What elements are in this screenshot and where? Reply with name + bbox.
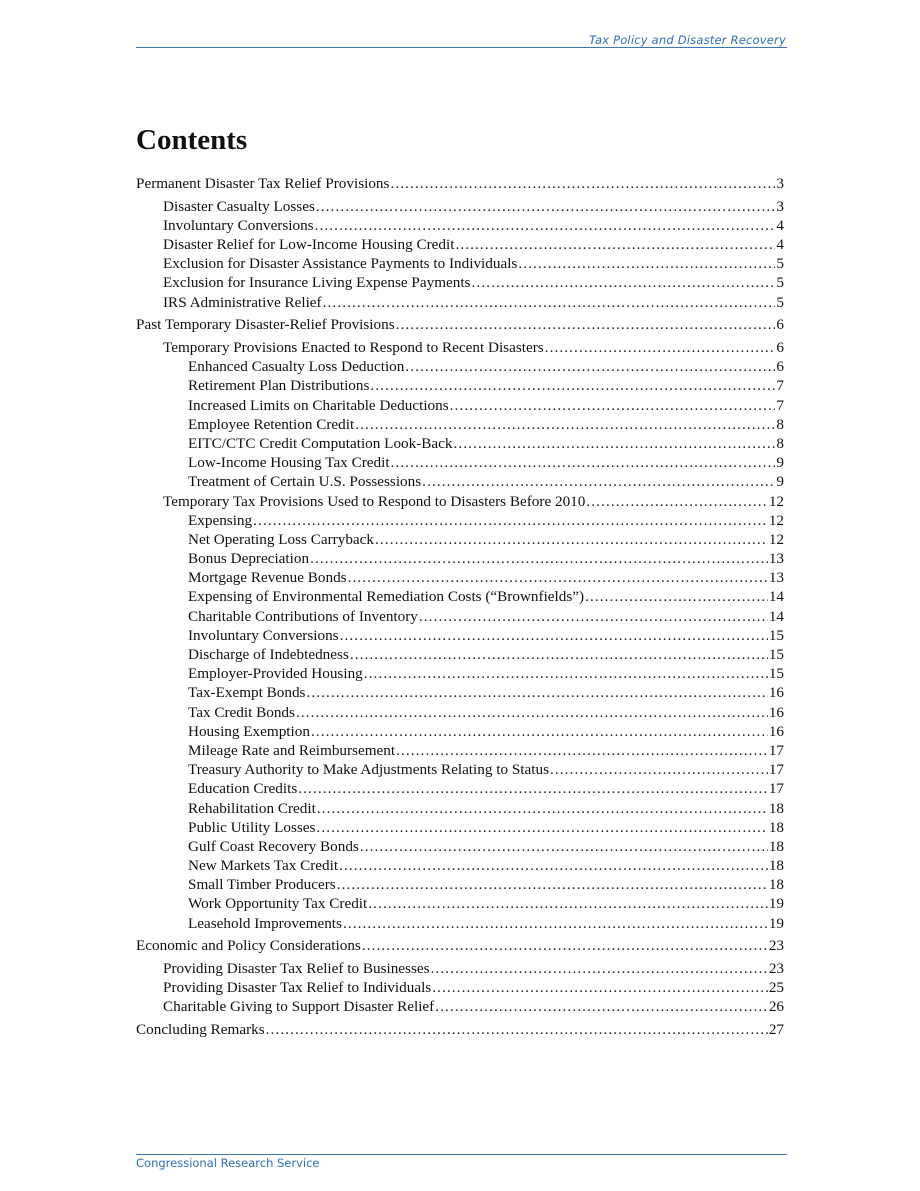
toc-entry-page: 5 xyxy=(776,293,784,311)
toc-entry[interactable] xyxy=(136,376,784,395)
toc-entry-title: Temporary Tax Provisions Used to Respond to Disasters Before 2010 xyxy=(163,492,586,510)
toc-entry-page: 6 xyxy=(776,339,784,356)
toc-entry-title: Charitable Contributions of Inventory xyxy=(188,607,418,625)
toc-entry[interactable] xyxy=(136,530,784,549)
toc-entry-title: Tax Credit Bonds xyxy=(188,703,295,721)
dot-leader xyxy=(253,511,768,530)
dot-leader xyxy=(368,894,768,913)
dot-leader xyxy=(315,216,776,235)
toc-entry[interactable] xyxy=(136,197,784,216)
toc-entry-title: Increased Limits on Charitable Deductions xyxy=(188,396,449,414)
toc-entry[interactable] xyxy=(136,434,784,453)
toc-entry[interactable] xyxy=(136,978,784,997)
toc-entry-title: Employer-Provided Housing xyxy=(188,665,363,683)
toc-entry[interactable] xyxy=(136,959,784,978)
toc-entry-page: 18 xyxy=(768,818,784,836)
dot-leader xyxy=(337,875,768,894)
toc-entry[interactable] xyxy=(136,492,784,511)
running-footer xyxy=(136,1154,787,1170)
dot-leader xyxy=(298,779,768,798)
toc-entry-title: Providing Disaster Tax Relief to Individuals xyxy=(163,979,432,997)
dot-leader xyxy=(471,273,775,292)
dot-leader xyxy=(545,338,776,357)
dot-leader xyxy=(317,799,768,818)
dot-leader xyxy=(405,357,775,376)
running-header-title: Tax Policy and Disaster Recovery xyxy=(588,33,786,47)
footer-source: Congressional Research Service xyxy=(136,1156,320,1170)
toc-entry-page: 9 xyxy=(776,454,784,472)
toc-entry-page: 23 xyxy=(768,937,784,955)
dot-leader xyxy=(311,722,768,741)
toc-entry-title: Involuntary Conversions xyxy=(188,626,339,644)
toc-entry[interactable] xyxy=(136,664,784,683)
dot-leader xyxy=(370,376,775,395)
toc-entry-page: 18 xyxy=(768,876,784,894)
toc-entry-page: 23 xyxy=(768,960,784,977)
toc-entry-title: Net Operating Loss Carryback xyxy=(188,530,374,548)
toc-entry[interactable] xyxy=(136,799,784,818)
toc-entry-page: 16 xyxy=(768,684,784,702)
toc-entry-title: Education Credits xyxy=(188,780,298,798)
toc-entry[interactable] xyxy=(136,1020,784,1039)
toc-entry-title: Gulf Coast Recovery Bonds xyxy=(188,837,359,855)
toc-entry-page: 19 xyxy=(768,914,784,932)
toc-entry[interactable] xyxy=(136,779,784,798)
dot-leader xyxy=(396,741,768,760)
toc-entry[interactable] xyxy=(136,626,784,645)
toc-entry-title: Mileage Rate and Reimbursement xyxy=(188,741,396,759)
toc-entry-page: 18 xyxy=(768,799,784,817)
toc-entry[interactable] xyxy=(136,936,784,955)
dot-leader xyxy=(350,645,768,664)
dot-leader xyxy=(296,703,768,722)
dot-leader xyxy=(586,492,767,511)
toc-entry-page: 8 xyxy=(776,434,784,452)
toc-entry[interactable] xyxy=(136,174,784,193)
toc-entry-title: Disaster Casualty Losses xyxy=(163,197,315,215)
toc-entry-page: 7 xyxy=(776,396,784,414)
toc-entry-title: Housing Exemption xyxy=(188,722,310,740)
toc-entry[interactable] xyxy=(136,273,784,292)
toc-entry-title: Employee Retention Credit xyxy=(188,415,355,433)
toc-entry-title: Treasury Authority to Make Adjustments Relating to Status xyxy=(188,761,549,779)
dot-leader xyxy=(396,315,776,334)
toc-entry-title: Leasehold Improvements xyxy=(188,914,342,932)
dot-leader xyxy=(585,587,768,606)
toc-entry[interactable] xyxy=(136,396,784,415)
toc-entry[interactable] xyxy=(136,722,784,741)
toc-entry-page: 18 xyxy=(768,837,784,855)
toc-entry-page: 26 xyxy=(768,998,784,1016)
toc-entry[interactable] xyxy=(136,338,784,357)
toc-entry[interactable] xyxy=(136,216,784,235)
toc-entry-page: 3 xyxy=(776,175,784,192)
toc-entry-title: Enhanced Casualty Loss Deduction xyxy=(188,358,405,376)
dot-leader xyxy=(316,818,767,837)
dot-leader xyxy=(431,959,768,978)
toc-entry-page: 5 xyxy=(776,274,784,292)
toc-entry-page: 12 xyxy=(768,530,784,548)
toc-entry-page: 17 xyxy=(768,741,784,759)
toc-entry[interactable] xyxy=(136,607,784,626)
page-title: Contents xyxy=(136,124,248,156)
toc-entry-title: Involuntary Conversions xyxy=(163,216,314,234)
toc-entry-page: 16 xyxy=(768,722,784,740)
toc-entry-title: Exclusion for Disaster Assistance Payments to Individuals xyxy=(163,255,518,273)
dot-leader xyxy=(266,1020,768,1039)
toc-entry[interactable] xyxy=(136,415,784,434)
toc-entry[interactable] xyxy=(136,587,784,606)
toc-entry-page: 12 xyxy=(768,511,784,529)
toc-entry-page: 8 xyxy=(776,415,784,433)
toc-entry[interactable] xyxy=(136,741,784,760)
toc-entry[interactable] xyxy=(136,293,784,312)
dot-leader xyxy=(550,760,768,779)
toc-entry-title: Small Timber Producers xyxy=(188,876,336,894)
dot-leader xyxy=(340,626,768,645)
toc-entry[interactable] xyxy=(136,683,784,702)
dot-leader xyxy=(391,453,776,472)
toc-entry[interactable] xyxy=(136,818,784,837)
toc-entry[interactable] xyxy=(136,315,784,334)
toc-entry-title: Low-Income Housing Tax Credit xyxy=(188,454,390,472)
dot-leader xyxy=(323,293,776,312)
toc-entry[interactable] xyxy=(136,549,784,568)
toc-entry-title: Work Opportunity Tax Credit xyxy=(188,895,368,913)
toc-entry[interactable] xyxy=(136,645,784,664)
dot-leader xyxy=(419,607,768,626)
toc-entry-page: 15 xyxy=(768,626,784,644)
toc-entry-page: 17 xyxy=(768,780,784,798)
toc-entry-title: Expensing xyxy=(188,511,253,529)
toc-entry-title: EITC/CTC Credit Computation Look-Back xyxy=(188,434,453,452)
toc-entry-title: Rehabilitation Credit xyxy=(188,799,316,817)
dot-leader xyxy=(310,549,768,568)
toc-entry-page: 18 xyxy=(768,857,784,875)
toc-entry-title: Charitable Giving to Support Disaster Relief xyxy=(163,998,435,1016)
toc-entry-title: Retirement Plan Distributions xyxy=(188,377,370,395)
dot-leader xyxy=(390,174,775,193)
toc-entry-page: 4 xyxy=(776,236,784,254)
dot-leader xyxy=(355,415,775,434)
dot-leader xyxy=(339,856,768,875)
toc-entry-title: Bonus Depreciation xyxy=(188,550,310,568)
toc-entry-title: Past Temporary Disaster-Relief Provisions xyxy=(136,316,395,334)
table-of-contents xyxy=(136,174,784,1039)
dot-leader xyxy=(362,936,768,955)
toc-entry[interactable] xyxy=(136,997,784,1016)
dot-leader xyxy=(450,396,776,415)
toc-entry[interactable] xyxy=(136,254,784,273)
toc-entry-page: 13 xyxy=(768,550,784,568)
toc-entry[interactable] xyxy=(136,914,784,933)
toc-entry-page: 12 xyxy=(768,492,784,510)
toc-entry-page: 14 xyxy=(768,607,784,625)
toc-entry-page: 27 xyxy=(768,1021,784,1039)
dot-leader xyxy=(453,434,775,453)
toc-entry[interactable] xyxy=(136,856,784,875)
toc-entry-title: Disaster Relief for Low-Income Housing Credit xyxy=(163,236,455,254)
dot-leader xyxy=(316,197,776,216)
toc-entry-page: 19 xyxy=(768,895,784,913)
dot-leader xyxy=(432,978,768,997)
toc-entry-page: 16 xyxy=(768,703,784,721)
toc-entry-title: Economic and Policy Considerations xyxy=(136,937,361,955)
dot-leader xyxy=(375,530,768,549)
toc-entry-page: 6 xyxy=(776,316,784,334)
toc-entry-page: 15 xyxy=(768,665,784,683)
toc-entry-title: Discharge of Indebtedness xyxy=(188,646,349,663)
toc-entry-title: IRS Administrative Relief xyxy=(163,293,322,311)
dot-leader xyxy=(343,914,768,933)
toc-entry-page: 13 xyxy=(768,569,784,587)
toc-entry-page: 15 xyxy=(768,646,784,663)
toc-entry[interactable] xyxy=(136,875,784,894)
toc-entry-title: Expensing of Environmental Remediation Costs (“Brownfields”) xyxy=(188,588,585,606)
toc-entry-title: Exclusion for Insurance Living Expense Payments xyxy=(163,274,471,292)
toc-entry[interactable] xyxy=(136,568,784,587)
toc-entry-title: Concluding Remarks xyxy=(136,1021,265,1039)
toc-entry-title: New Markets Tax Credit xyxy=(188,857,339,875)
toc-entry-title: Public Utility Losses xyxy=(188,818,316,836)
toc-entry[interactable] xyxy=(136,453,784,472)
toc-entry-page: 4 xyxy=(776,216,784,234)
toc-entry-page: 5 xyxy=(776,255,784,273)
dot-leader xyxy=(435,997,768,1016)
toc-entry-title: Mortgage Revenue Bonds xyxy=(188,569,347,587)
toc-entry[interactable] xyxy=(136,511,784,530)
toc-entry-page: 25 xyxy=(768,979,784,997)
dot-leader xyxy=(306,683,767,702)
toc-entry-page: 9 xyxy=(776,473,784,491)
toc-entry-title: Providing Disaster Tax Relief to Businesses xyxy=(163,960,430,977)
toc-entry-page: 14 xyxy=(768,588,784,606)
toc-entry[interactable] xyxy=(136,894,784,913)
dot-leader xyxy=(360,837,768,856)
toc-entry-title: Permanent Disaster Tax Relief Provisions xyxy=(136,175,390,192)
toc-entry[interactable] xyxy=(136,760,784,779)
toc-entry-page: 7 xyxy=(776,377,784,395)
toc-entry-title: Treatment of Certain U.S. Possessions xyxy=(188,473,422,491)
toc-entry[interactable] xyxy=(136,235,784,254)
toc-entry[interactable] xyxy=(136,703,784,722)
dot-leader xyxy=(348,568,768,587)
toc-entry-title: Temporary Provisions Enacted to Respond to Recent Disasters xyxy=(163,339,544,356)
dot-leader xyxy=(455,235,775,254)
toc-entry-page: 3 xyxy=(776,197,784,215)
running-header xyxy=(136,33,787,48)
dot-leader xyxy=(364,664,768,683)
toc-entry-page: 6 xyxy=(776,358,784,376)
toc-entry-title: Tax-Exempt Bonds xyxy=(188,684,306,702)
dot-leader xyxy=(422,472,775,491)
toc-entry-page: 17 xyxy=(768,761,784,779)
toc-entry[interactable] xyxy=(136,472,784,491)
toc-entry[interactable] xyxy=(136,357,784,376)
toc-entry[interactable] xyxy=(136,837,784,856)
dot-leader xyxy=(518,254,775,273)
